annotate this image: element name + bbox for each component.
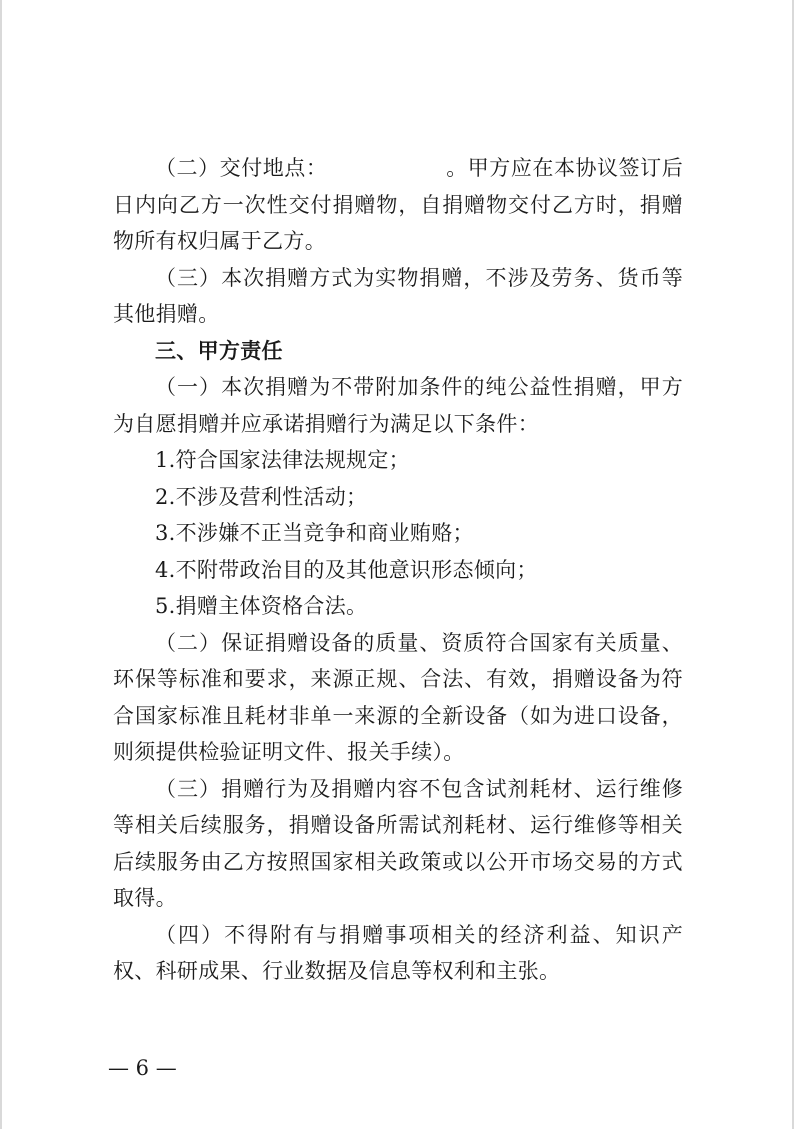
paragraph-no-attached-rights: （四）不得附有与捐赠事项相关的经济利益、知识产权、科研成果、行业数据及信息等权利和主张。: [113, 922, 683, 983]
condition-item-3: 3.不涉嫌不正当竞争和商业贿赂；: [155, 521, 474, 545]
condition-item-5: 5.捐赠主体资格合法。: [155, 594, 368, 618]
paragraph-delivery-location: （二）交付地点： 。甲方应在本协议签订后日内向乙方一次性交付捐赠物，自捐赠物交付乙方时，捐赠物所有权归属于乙方。: [113, 156, 683, 253]
page-number: — 6 —: [108, 1056, 177, 1080]
condition-item-2: 2.不涉及营利性活动；: [155, 484, 368, 509]
section-heading-party-a-responsibility: 三、甲方责任: [155, 338, 283, 363]
paragraph-donation-method: （三）本次捐赠方式为实物捐赠，不涉及劳务、货币等其他捐赠。: [113, 265, 683, 326]
paragraph-equipment-quality: （二）保证捐赠设备的质量、资质符合国家有关质量、环保等标准和要求，来源正规、合法、有效，捐赠设备为符合国家标准且耗材非单一来源的全新设备（如为进口设备，则须提供检验证明文件、报关手续）。: [113, 630, 683, 764]
condition-item-1: 1.符合国家法律法规规定；: [155, 448, 410, 472]
paragraph-public-welfare: （一）本次捐赠为不带附加条件的纯公益性捐赠，甲方为自愿捐赠并应承诺捐赠行为满足以下条件：: [113, 375, 683, 436]
body-text: [113, 150, 683, 990]
page-left-edge: [0, 0, 2, 1129]
paragraph-follow-up-services: （三）捐赠行为及捐赠内容不包含试剂耗材、运行维修等相关后续服务，捐赠设备所需试剂耗材、运行维修等相关后续服务由乙方按照国家相关政策或以公开市场交易的方式取得。: [113, 776, 683, 910]
condition-item-4: 4.不附带政治目的及其他意识形态倾向；: [155, 557, 538, 582]
